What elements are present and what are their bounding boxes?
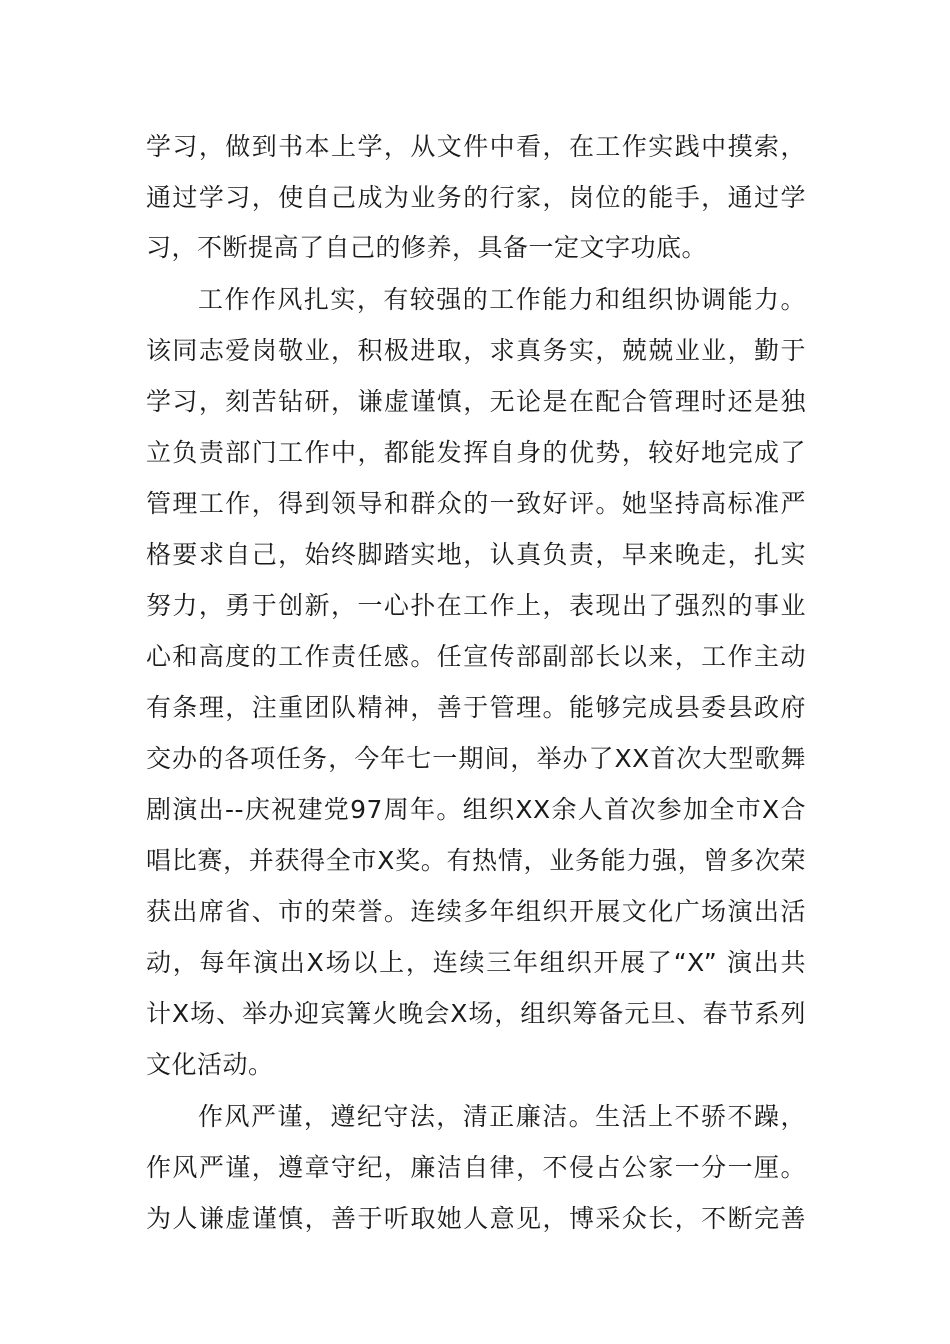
text-line: 格要求自己，始终脚踏实地，认真负责，早来晚走，扎实 — [146, 540, 806, 569]
text-line: 获出席省、市的荣誉。连续多年组织开展文化广场演出活 — [146, 897, 806, 926]
text-line: 为人谦虚谨慎，善于听取她人意见，博采众长，不断完善 — [146, 1204, 806, 1233]
text-line: 学习，做到书本上学，从文件中看，在工作实践中摸索， — [146, 132, 806, 161]
text-line: 心和高度的工作责任感。任宣传部副部长以来，工作主动 — [146, 642, 806, 671]
text-line: 习，不断提高了自己的修养，具备一定文字功底。 — [146, 233, 708, 262]
text-line: 文化活动。 — [146, 1050, 274, 1079]
text-line: 剧演出--庆祝建党97周年。组织XX余人首次参加全市X合 — [146, 795, 806, 824]
text-line: 作风严谨，遵章守纪，廉洁自律，不侵占公家一分一厘。 — [146, 1153, 806, 1182]
text-line: 努力，勇于创新，一心扑在工作上，表现出了强烈的事业 — [146, 591, 806, 620]
text-line: 唱比赛，并获得全市X奖。有热情，业务能力强，曾多次荣 — [146, 846, 806, 875]
text-line: 学习，刻苦钻研，谦虚谨慎，无论是在配合管理时还是独 — [146, 387, 806, 416]
text-line: 动，每年演出X场以上，连续三年组织开展了“X” 演出共 — [146, 948, 806, 977]
text-line: 计X场、举办迎宾篝火晚会X场，组织筹备元旦、春节系列 — [146, 999, 806, 1028]
paragraph-first-line: 工作作风扎实，有较强的工作能力和组织协调能力。 — [198, 285, 806, 314]
text-line: 通过学习，使自己成为业务的行家，岗位的能手，通过学 — [146, 183, 806, 212]
text-line: 管理工作，得到领导和群众的一致好评。她坚持高标准严 — [146, 489, 806, 518]
text-line: 立负责部门工作中，都能发挥自身的优势，较好地完成了 — [146, 438, 806, 467]
text-line: 交办的各项任务，今年七一期间，举办了XX首次大型歌舞 — [146, 744, 806, 773]
paragraph-first-line: 作风严谨，遵纪守法，清正廉洁。生活上不骄不躁， — [198, 1102, 806, 1131]
text-line: 该同志爱岗敬业，积极进取，求真务实，兢兢业业，勤于 — [146, 336, 806, 365]
text-line: 有条理，注重团队精神，善于管理。能够完成县委县政府 — [146, 693, 806, 722]
